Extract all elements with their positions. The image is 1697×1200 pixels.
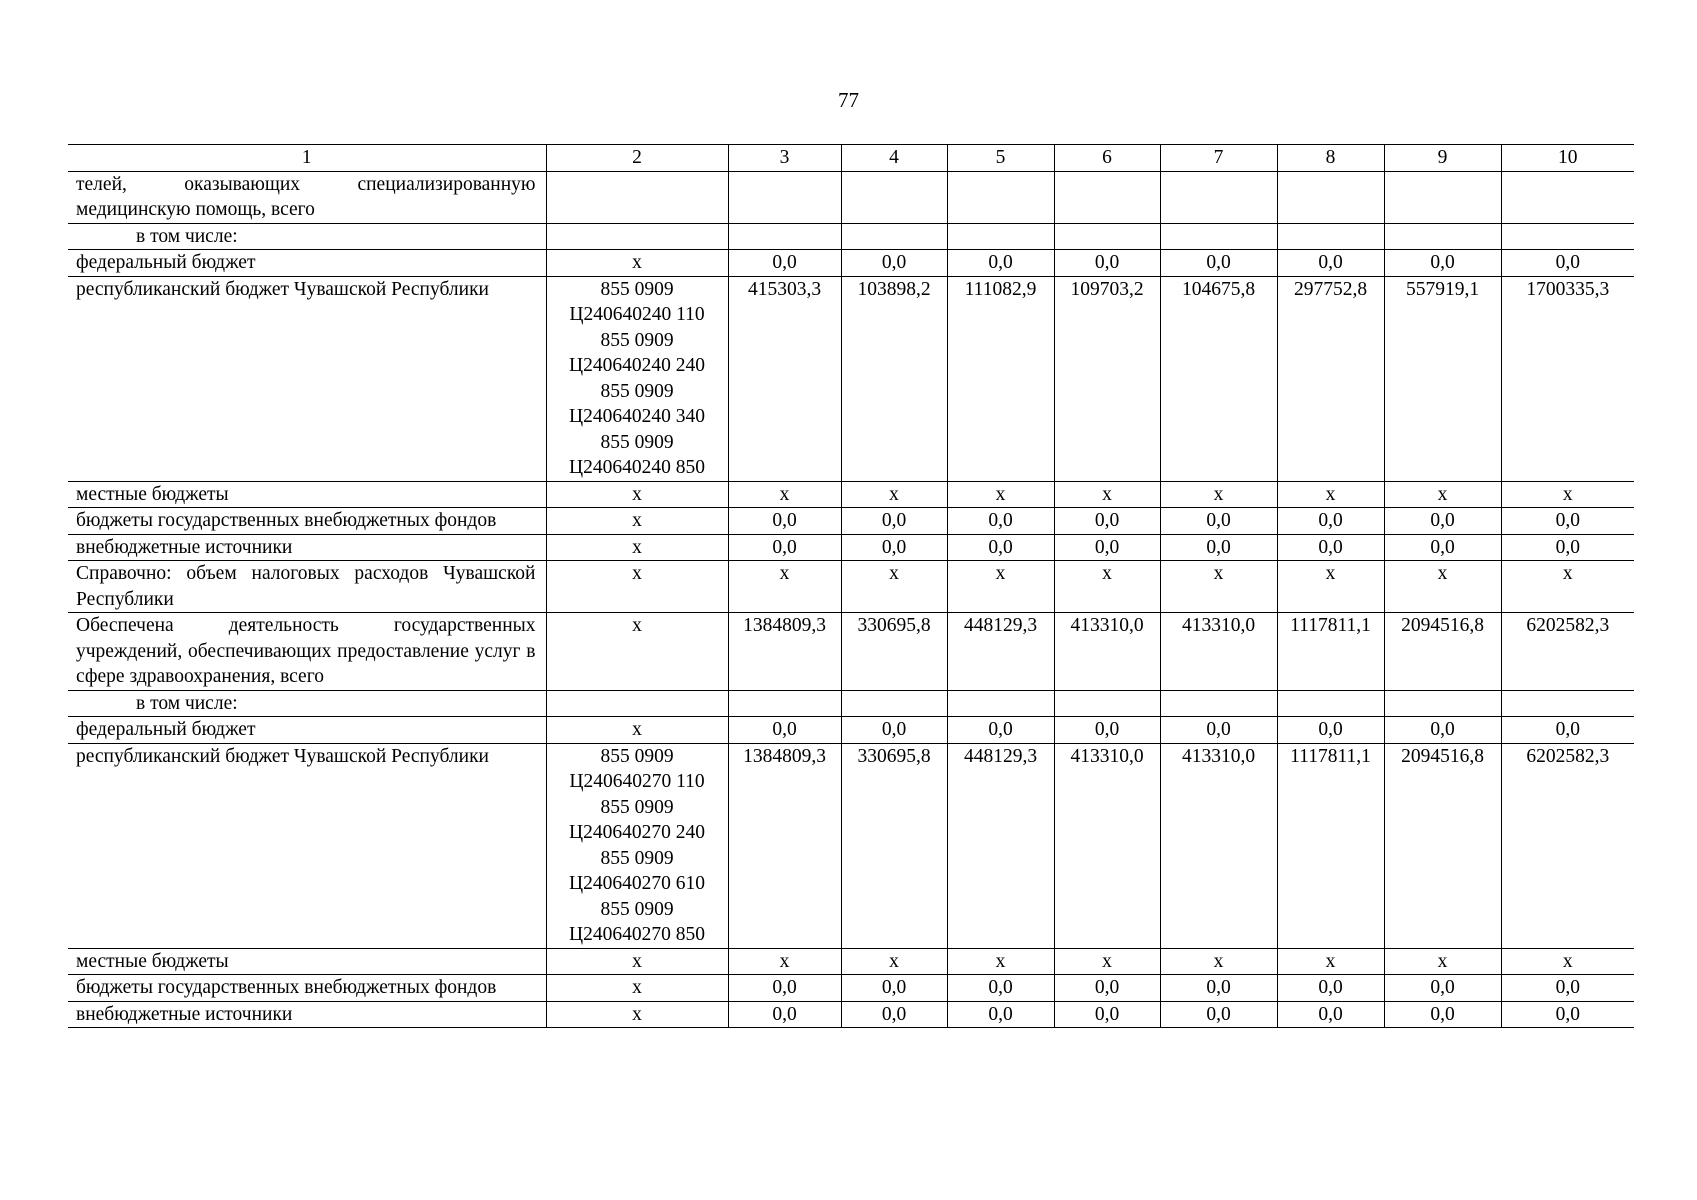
budget-code-cell (546, 975, 728, 1002)
row-description: бюджеты государственных внебюджетных фондов (68, 508, 546, 535)
value-cell: 330695,8 (841, 743, 947, 948)
row-description: Обеспечена деятельность государственных учреждений, обеспечивающих предоставление услуг в сфере здравоохранения, всего (68, 613, 546, 691)
value-cell: x (947, 561, 1054, 613)
value-cell: 413310,0 (1160, 613, 1277, 691)
value-cell (947, 171, 1054, 223)
value-cell: 413310,0 (1054, 613, 1160, 691)
value-cell: 0,0 (1384, 975, 1501, 1002)
budget-code: 855 0909 (600, 898, 674, 920)
value-cell: 415303,3 (728, 276, 841, 481)
budget-code: x (632, 510, 642, 531)
budget-code-cell (546, 276, 728, 481)
value-cell: 103898,2 (841, 276, 947, 481)
value-cell (841, 690, 947, 717)
value-cell: 1384809,3 (728, 613, 841, 691)
value-cell: 0,0 (1277, 1001, 1384, 1028)
value-cell (1384, 171, 1501, 223)
value-cell: 448129,3 (947, 743, 1054, 948)
value-cell: 557919,1 (1384, 276, 1501, 481)
value-cell: 0,0 (1054, 534, 1160, 561)
value-cell (1054, 690, 1160, 717)
value-cell: x (1384, 481, 1501, 508)
value-cell: 0,0 (1277, 534, 1384, 561)
value-cell: 6202582,3 (1501, 743, 1634, 948)
row-description: местные бюджеты (68, 481, 546, 508)
value-cell (1054, 171, 1160, 223)
value-cell: 2094516,8 (1384, 613, 1501, 691)
value-cell: x (841, 948, 947, 975)
value-cell: 297752,8 (1277, 276, 1384, 481)
row-description: телей, оказывающих специализированную медицинскую помощь, всего (68, 171, 546, 223)
value-cell: 0,0 (728, 250, 841, 277)
value-cell: 0,0 (728, 1001, 841, 1028)
value-cell: 0,0 (1501, 975, 1634, 1002)
budget-code: x (632, 563, 642, 584)
value-cell: x (1054, 561, 1160, 613)
value-cell: 0,0 (1501, 250, 1634, 277)
value-cell: 0,0 (1160, 508, 1277, 535)
value-cell: x (947, 481, 1054, 508)
value-cell: 6202582,3 (1501, 613, 1634, 691)
value-cell: 111082,9 (947, 276, 1054, 481)
value-cell: 0,0 (1501, 508, 1634, 535)
budget-code: Ц240640240 240 (569, 355, 705, 376)
value-cell: x (1160, 561, 1277, 613)
budget-code-cell (546, 171, 728, 223)
budget-code-cell (546, 250, 728, 277)
header-cell: 10 (1501, 145, 1634, 172)
value-cell: 0,0 (1384, 1001, 1501, 1028)
value-cell: 448129,3 (947, 613, 1054, 691)
value-cell: 0,0 (947, 534, 1054, 561)
value-cell: 0,0 (947, 717, 1054, 744)
table-row (68, 613, 1634, 691)
value-cell: 330695,8 (841, 613, 947, 691)
value-cell: x (841, 561, 947, 613)
value-cell: 104675,8 (1160, 276, 1277, 481)
value-cell (728, 690, 841, 717)
value-cell (728, 223, 841, 250)
budget-code: 855 0909 (600, 431, 674, 453)
header-cell: 1 (68, 145, 546, 172)
value-cell: 0,0 (1054, 975, 1160, 1002)
value-cell: 0,0 (841, 975, 947, 1002)
budget-code: 855 0909 (600, 847, 674, 869)
budget-code: x (632, 483, 642, 505)
budget-code-cell (546, 948, 728, 975)
table-row (68, 534, 1634, 561)
value-cell (947, 223, 1054, 250)
budget-code: x (632, 1003, 642, 1025)
table-row (68, 948, 1634, 975)
value-cell: 0,0 (841, 250, 947, 277)
value-cell: x (1277, 481, 1384, 508)
value-cell: 0,0 (1384, 250, 1501, 277)
value-cell (1501, 223, 1634, 250)
budget-code-cell (546, 561, 728, 613)
table-row (68, 250, 1634, 277)
value-cell: 0,0 (1384, 534, 1501, 561)
budget-code: x (632, 719, 642, 740)
value-cell: 0,0 (1054, 250, 1160, 277)
value-cell: 0,0 (728, 508, 841, 535)
row-description: федеральный бюджет (68, 250, 546, 277)
budget-code: x (632, 536, 642, 558)
value-cell: 0,0 (947, 1001, 1054, 1028)
value-cell (1160, 171, 1277, 223)
budget-code: Ц240640270 110 (569, 771, 705, 792)
value-cell: 0,0 (1054, 717, 1160, 744)
value-cell: 0,0 (1501, 534, 1634, 561)
value-cell: 0,0 (1501, 717, 1634, 744)
table-row (68, 276, 1634, 481)
table-row (68, 690, 1634, 717)
value-cell: 0,0 (1277, 717, 1384, 744)
value-cell: 1117811,1 (1277, 613, 1384, 691)
table-row (68, 975, 1634, 1002)
table-row (68, 1001, 1634, 1028)
value-cell: x (1054, 481, 1160, 508)
value-cell (841, 223, 947, 250)
value-cell (1277, 223, 1384, 250)
row-description: в том числе: (68, 223, 546, 250)
value-cell: x (1501, 481, 1634, 508)
value-cell: 0,0 (728, 975, 841, 1002)
value-cell (947, 690, 1054, 717)
budget-code: 855 0909 (600, 278, 674, 300)
header-cell: 5 (947, 145, 1054, 172)
value-cell: 0,0 (1501, 1001, 1634, 1028)
budget-code-cell (546, 534, 728, 561)
value-cell: 0,0 (1277, 508, 1384, 535)
row-description: местные бюджеты (68, 948, 546, 975)
row-description: федеральный бюджет (68, 717, 546, 744)
value-cell: 0,0 (841, 534, 947, 561)
header-cell: 6 (1054, 145, 1160, 172)
value-cell: 0,0 (947, 508, 1054, 535)
budget-table (68, 144, 1634, 1028)
value-cell (1501, 171, 1634, 223)
value-cell: x (1277, 561, 1384, 613)
budget-code: 855 0909 (600, 380, 674, 402)
value-cell (1384, 690, 1501, 717)
budget-code: 855 0909 (600, 745, 674, 767)
value-cell: 0,0 (841, 717, 947, 744)
value-cell: x (841, 481, 947, 508)
value-cell: 2094516,8 (1384, 743, 1501, 948)
value-cell: 0,0 (1160, 534, 1277, 561)
row-description: республиканский бюджет Чувашской Республики (68, 276, 546, 481)
value-cell: x (1501, 948, 1634, 975)
budget-code: Ц240640270 240 (569, 822, 705, 843)
table-row (68, 561, 1634, 613)
table-row (68, 481, 1634, 508)
budget-code: 855 0909 (600, 796, 674, 818)
value-cell: 0,0 (947, 975, 1054, 1002)
value-cell: x (1501, 561, 1634, 613)
value-cell: 1700335,3 (1501, 276, 1634, 481)
budget-code: Ц240640240 850 (569, 457, 705, 478)
budget-code: x (632, 252, 642, 273)
value-cell: 0,0 (1160, 717, 1277, 744)
value-cell (1277, 690, 1384, 717)
table-row (68, 508, 1634, 535)
header-cell: 2 (546, 145, 728, 172)
value-cell (1160, 223, 1277, 250)
value-cell: x (1054, 948, 1160, 975)
value-cell: 0,0 (1277, 250, 1384, 277)
value-cell: 0,0 (1054, 508, 1160, 535)
value-cell (1054, 223, 1160, 250)
value-cell: 0,0 (728, 717, 841, 744)
table-row (68, 743, 1634, 948)
value-cell: 0,0 (1277, 975, 1384, 1002)
value-cell: 0,0 (1384, 717, 1501, 744)
table-header-row (68, 145, 1634, 172)
value-cell: 0,0 (1160, 1001, 1277, 1028)
header-cell: 4 (841, 145, 947, 172)
value-cell (728, 171, 841, 223)
value-cell: x (1160, 948, 1277, 975)
value-cell (841, 171, 947, 223)
budget-code: Ц240640270 850 (569, 924, 705, 945)
budget-code-cell (546, 1001, 728, 1028)
value-cell: 0,0 (728, 534, 841, 561)
budget-code: x (632, 615, 642, 636)
budget-code-cell (546, 690, 728, 717)
table-row (68, 223, 1634, 250)
value-cell: 0,0 (1054, 1001, 1160, 1028)
value-cell: x (1160, 481, 1277, 508)
value-cell: 0,0 (841, 508, 947, 535)
row-description: республиканский бюджет Чувашской Республики (68, 743, 546, 948)
budget-code: Ц240640270 610 (569, 873, 705, 894)
row-description: бюджеты государственных внебюджетных фондов (68, 975, 546, 1002)
value-cell: 109703,2 (1054, 276, 1160, 481)
value-cell: x (728, 481, 841, 508)
header-cell: 3 (728, 145, 841, 172)
value-cell: 0,0 (841, 1001, 947, 1028)
value-cell: x (947, 948, 1054, 975)
budget-code-cell (546, 743, 728, 948)
budget-code-cell (546, 223, 728, 250)
value-cell: 0,0 (947, 250, 1054, 277)
value-cell: 413310,0 (1160, 743, 1277, 948)
budget-code: Ц240640240 110 (569, 304, 705, 325)
value-cell: x (1277, 948, 1384, 975)
value-cell (1501, 690, 1634, 717)
row-description: внебюджетные источники (68, 534, 546, 561)
table-row (68, 171, 1634, 223)
budget-code-cell (546, 508, 728, 535)
table-body (68, 145, 1634, 1028)
page-number: 77 (838, 88, 859, 112)
value-cell: 1117811,1 (1277, 743, 1384, 948)
row-description: в том числе: (68, 690, 546, 717)
budget-code: x (632, 950, 642, 972)
header-cell: 9 (1384, 145, 1501, 172)
budget-code-cell (546, 717, 728, 744)
budget-code: Ц240640240 340 (569, 406, 705, 427)
value-cell: 0,0 (1384, 508, 1501, 535)
value-cell: x (1384, 561, 1501, 613)
budget-code-cell (546, 613, 728, 691)
value-cell (1277, 171, 1384, 223)
value-cell: 0,0 (1160, 975, 1277, 1002)
value-cell: 1384809,3 (728, 743, 841, 948)
value-cell: 413310,0 (1054, 743, 1160, 948)
value-cell: x (728, 948, 841, 975)
row-description: внебюджетные источники (68, 1001, 546, 1028)
budget-code: x (632, 977, 642, 998)
budget-code: 855 0909 (600, 329, 674, 351)
value-cell (1160, 690, 1277, 717)
value-cell: x (1384, 948, 1501, 975)
header-cell: 7 (1160, 145, 1277, 172)
header-cell: 8 (1277, 145, 1384, 172)
table-row (68, 717, 1634, 744)
row-description: Справочно: объем налоговых расходов Чувашской Республики (68, 561, 546, 613)
value-cell (1384, 223, 1501, 250)
budget-code-cell (546, 481, 728, 508)
value-cell: x (728, 561, 841, 613)
value-cell: 0,0 (1160, 250, 1277, 277)
